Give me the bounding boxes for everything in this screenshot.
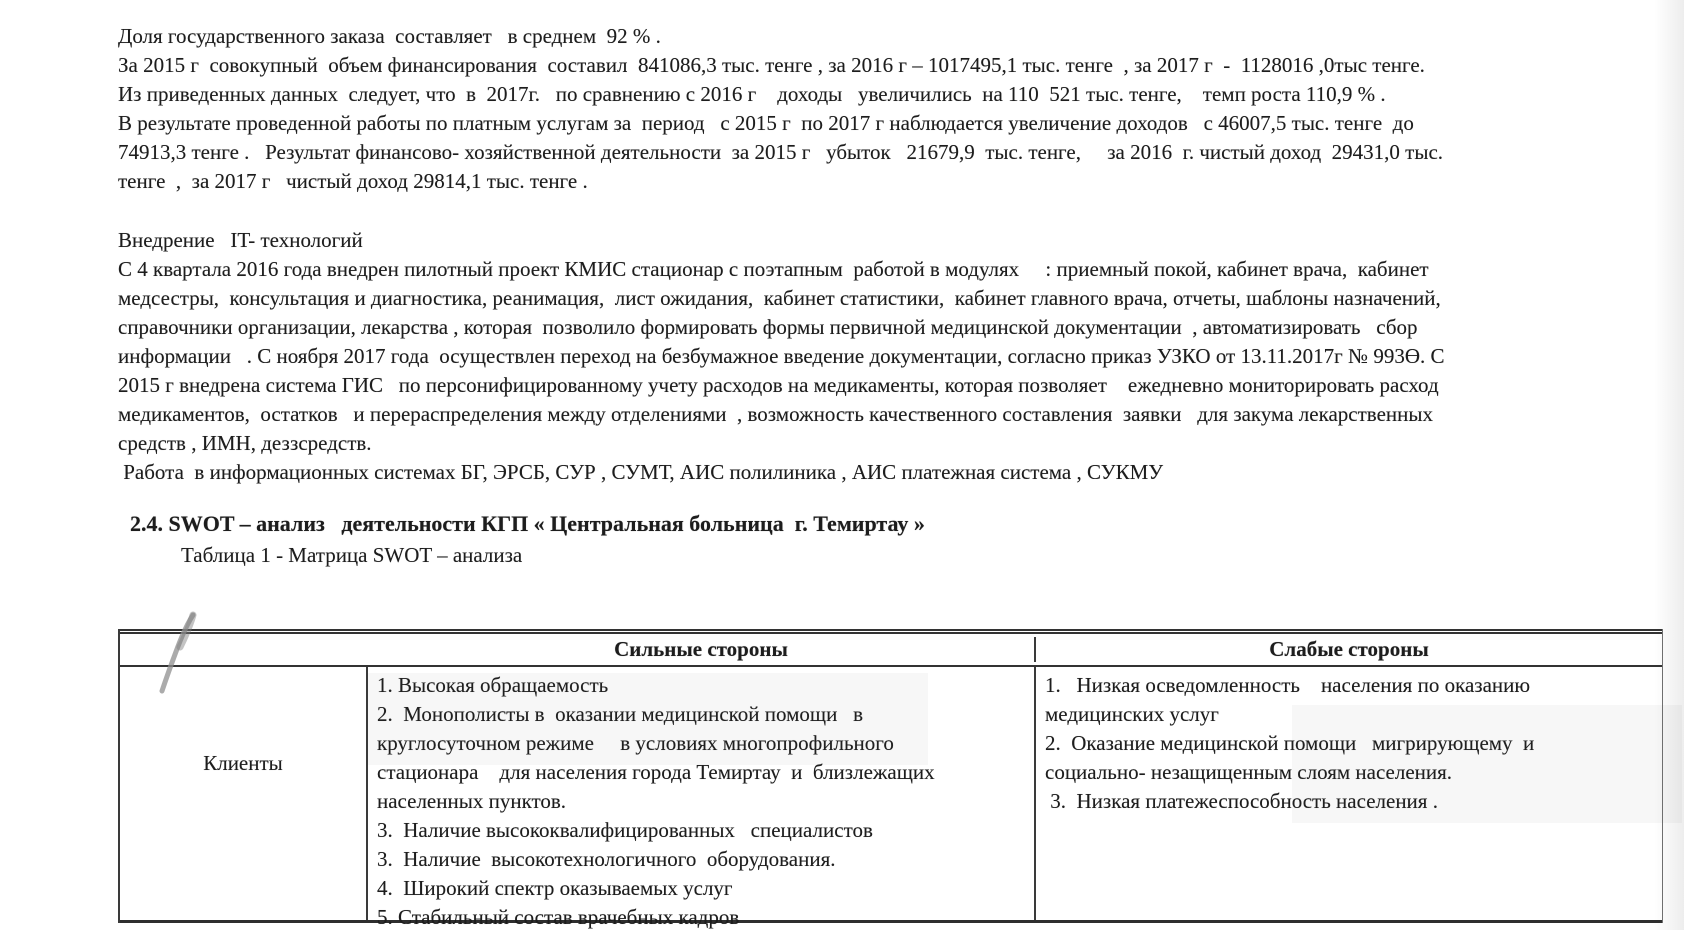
swot-table-row-clients (120, 667, 1662, 929)
text-line: 5. Стабильный состав врачебных кадров (377, 905, 740, 929)
strengths-list (377, 671, 1026, 930)
weaknesses-list (1045, 671, 1654, 816)
text-line: средств , ИМН, деззсредств. (118, 431, 372, 455)
swot-header-weaknesses: Слабые стороны (1269, 637, 1429, 661)
text-line: 1. Низкая осведомленность населения по оказанию (1045, 673, 1531, 697)
it-section (118, 226, 1654, 487)
text-line: стационара для населения города Темиртау и близлежащих (377, 760, 935, 784)
swot-heading: 2.4. SWOT – анализ деятельности КГП « Центральная больница г. Темиртау » (130, 511, 925, 536)
weaknesses-cell (1036, 667, 1662, 920)
text-line: медсестры, консультация и диагностика, реанимация, лист ожидания, кабинет статистики, кабинет главного врача, отчеты, шаблоны назначений, (118, 286, 1441, 310)
text-line: 3. Наличие высококвалифицированных специалистов (377, 818, 873, 842)
text-line: За 2015 г совокупный объем финансирования составил 841086,3 тыс. тенге , за 2016 г – 1017495,1 тыс. тенге , за 2017 г - 1128016 ,0тыс тенге. (118, 53, 1425, 77)
text-line: 2. Монополисты в оказании медицинской помощи в (377, 702, 863, 726)
text-line: 3. Низкая платежеспособность населения . (1045, 789, 1438, 813)
strengths-cell (368, 667, 1036, 929)
text-line: населенных пунктов. (377, 789, 567, 813)
finance-paragraph (118, 22, 1654, 196)
swot-header-strengths: Сильные стороны (368, 637, 1036, 662)
text-line: В результате проведенной работы по платным услугам за период с 2015 г по 2017 г наблюдается увеличение доходов с 46007,5 тыс. тенге до (118, 111, 1414, 135)
text-line: медицинских услуг (1045, 702, 1219, 726)
text-line: медикаментов, остатков и перераспределения между отделениями , возможность качественного составления заявки для закума лекарственных (118, 402, 1433, 426)
text-line: справочники организации, лекарства , которая позволило формировать формы первичной медицинской документации , автоматизировать сбор (118, 315, 1418, 339)
text-line: тенге , за 2017 г чистый доход 29814,1 тыс. тенге . (118, 169, 588, 193)
text-line: С 4 квартала 2016 года внедрен пилотный проект КМИС стационар с поэтапным работой в модулях : приемный покой, кабинет врача, кабинет (118, 257, 1429, 281)
it-section-title: Внедрение IT- технологий (118, 228, 363, 252)
table-caption: Таблица 1 - Матрица SWOT – анализа (181, 543, 523, 567)
text-line: Работа в информационных системах БГ, ЭРСБ, СУР , СУМТ, АИС полилиника , АИС платежная система , СУКМУ (118, 460, 1164, 484)
text-line: 2. Оказание медицинской помощи мигрирующему и (1045, 731, 1535, 755)
swot-table (118, 629, 1663, 929)
text-line: 74913,3 тенге . Результат финансово- хозяйственной деятельности за 2015 г убыток 21679,9 тыс. тенге, за 2016 г. чистый доход 29431,0 тыс. (118, 140, 1444, 164)
text-line: 4. Широкий спектр оказываемых услуг (377, 876, 733, 900)
text-line: информации . С ноября 2017 года осуществлен переход на безбумажное введение документации, согласно приказ УЗКО от 13.11.2017г № 993Ө. С (118, 344, 1445, 368)
text-line: Доля государственного заказа составляет в среднем 92 % . (118, 24, 661, 48)
swot-table-header-row (120, 629, 1662, 667)
text-line: 3. Наличие высокотехнологичного оборудования. (377, 847, 836, 871)
text-line: социально- незащищенным слоям населения. (1045, 760, 1453, 784)
row-label-text: Клиенты (203, 751, 283, 775)
text-line: 1. Высокая обращаемость (377, 673, 609, 697)
text-line: круглосуточном режиме в условиях многопрофильного (377, 731, 894, 755)
it-section-body (118, 255, 1654, 487)
row-label-clients (120, 667, 368, 920)
text-line: 2015 г внедрена система ГИС по персонифицированному учету расходов на медикаменты, которая позволяет ежедневно мониторировать расход (118, 373, 1439, 397)
text-line: Из приведенных данных следует, что в 2017г. по сравнению с 2016 г доходы увеличились на 110 521 тыс. тенге, темп роста 110,9 % . (118, 82, 1386, 106)
